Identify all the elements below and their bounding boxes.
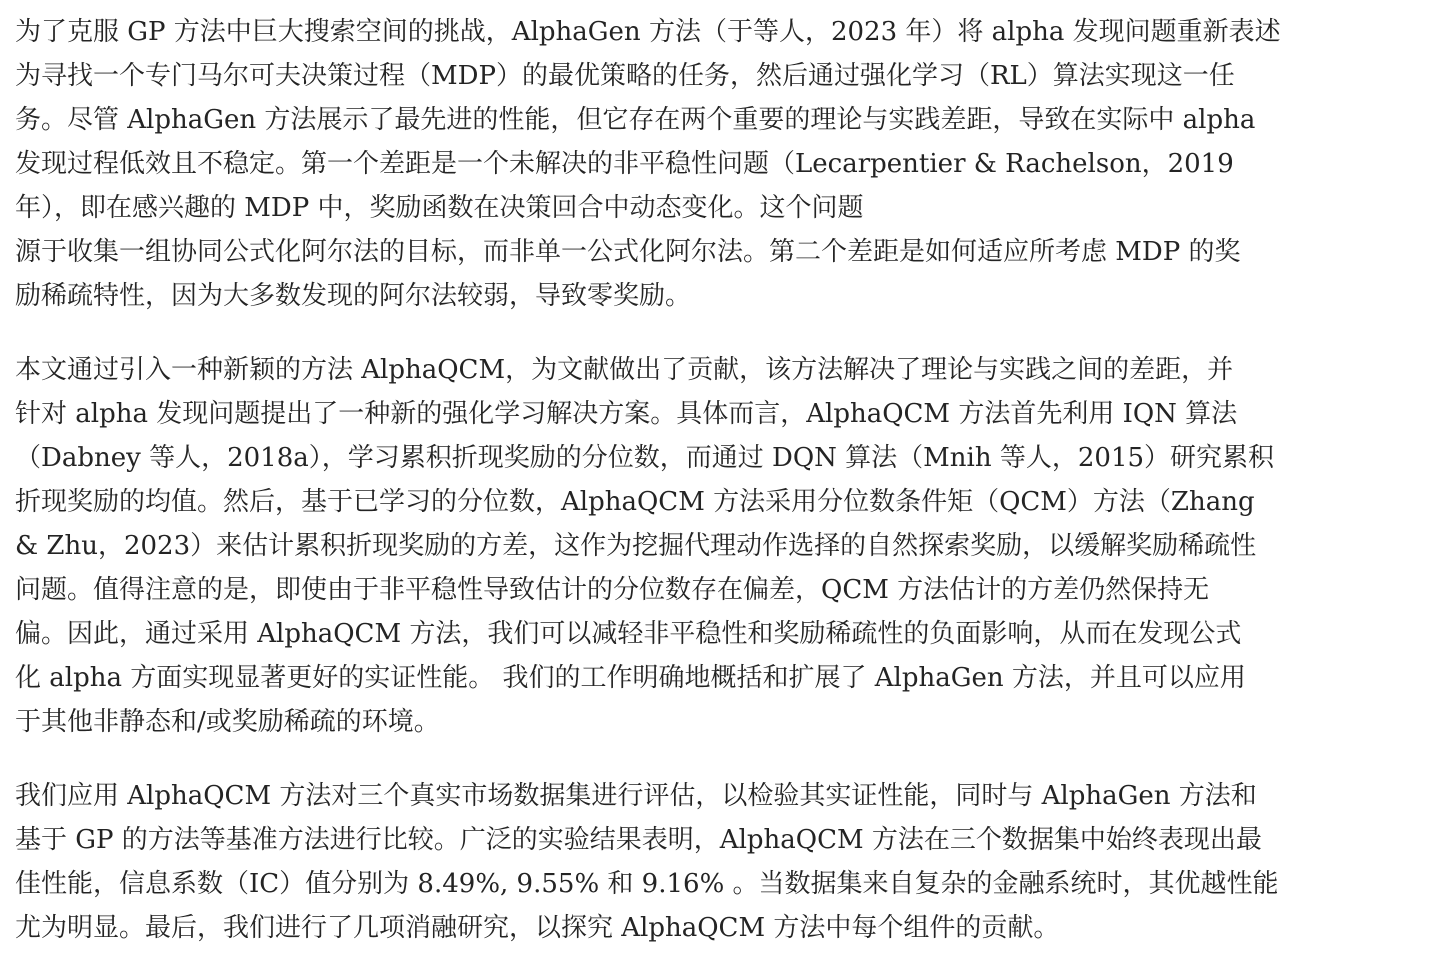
text-line: （Dabney 等人，2018a），学习累积折现奖励的分位数，而通过 DQN 算法（Mnih 等人，2015）研究累积 [15,443,1275,473]
text-line: 于其他非静态和/或奖励稀疏的环境。 [15,707,440,737]
text-line: 发现过程低效且不稳定。第一个差距是一个未解决的非平稳性问题（Lecarpentier & Rachelson，2019 [15,149,1234,179]
text-line: 针对 alpha 发现问题提出了一种新的强化学习解决方案。具体而言，AlphaQCM 方法首先利用 IQN 算法 [15,399,1238,429]
paragraph-evaluation [15,774,1420,950]
text-line: 务。尽管 AlphaGen 方法展示了最先进的性能，但它存在两个重要的理论与实践差距，导致在实际中 alpha [15,105,1256,135]
text-line: 基于 GP 的方法等基准方法进行比较。广泛的实验结果表明，AlphaQCM 方法在三个数据集中始终表现出最 [15,825,1262,855]
text-line: 偏。因此，通过采用 AlphaQCM 方法，我们可以减轻非平稳性和奖励稀疏性的负面影响，从而在发现公式 [15,619,1242,649]
text-line: 为了克服 GP 方法中巨大搜索空间的挑战，AlphaGen 方法（于等人，2023 年）将 alpha 发现问题重新表述 [15,17,1281,47]
text-line: 尤为明显。最后，我们进行了几项消融研究，以探究 AlphaQCM 方法中每个组件的贡献。 [15,913,1060,943]
text-line: 问题。值得注意的是，即使由于非平稳性导致估计的分位数存在偏差，QCM 方法估计的方差仍然保持无 [15,575,1210,605]
paragraph-introduction-gaps [15,10,1420,318]
text-line: 年），即在感兴趣的 MDP 中，奖励函数在决策回合中动态变化。这个问题 [15,193,864,223]
text-line: 化 alpha 方面实现显著更好的实证性能。 我们的工作明确地概括和扩展了 AlphaGen 方法，并且可以应用 [15,663,1246,693]
text-line: 本文通过引入一种新颖的方法 AlphaQCM，为文献做出了贡献，该方法解决了理论与实践之间的差距，并 [15,355,1234,385]
text-line: 为寻找一个专门马尔可夫决策过程（MDP）的最优策略的任务，然后通过强化学习（RL）算法实现这一任 [15,61,1235,91]
text-line: 折现奖励的均值。然后，基于已学习的分位数，AlphaQCM 方法采用分位数条件矩（QCM）方法（Zhang [15,487,1255,517]
text-line: & Zhu，2023）来估计累积折现奖励的方差，这作为挖掘代理动作选择的自然探索奖励，以缓解奖励稀疏性 [15,531,1257,561]
paragraph-contribution [15,348,1420,744]
text-line: 佳性能，信息系数（IC）值分别为 8.49%, 9.55% 和 9.16% 。当数据集来自复杂的金融系统时，其优越性能 [15,869,1279,899]
article-body [15,10,1420,950]
text-line: 励稀疏特性，因为大多数发现的阿尔法较弱，导致零奖励。 [15,281,692,311]
text-line: 源于收集一组协同公式化阿尔法的目标，而非单一公式化阿尔法。第二个差距是如何适应所考虑 MDP 的奖 [15,237,1241,267]
text-line: 我们应用 AlphaQCM 方法对三个真实市场数据集进行评估，以检验其实证性能，同时与 AlphaGen 方法和 [15,781,1257,811]
